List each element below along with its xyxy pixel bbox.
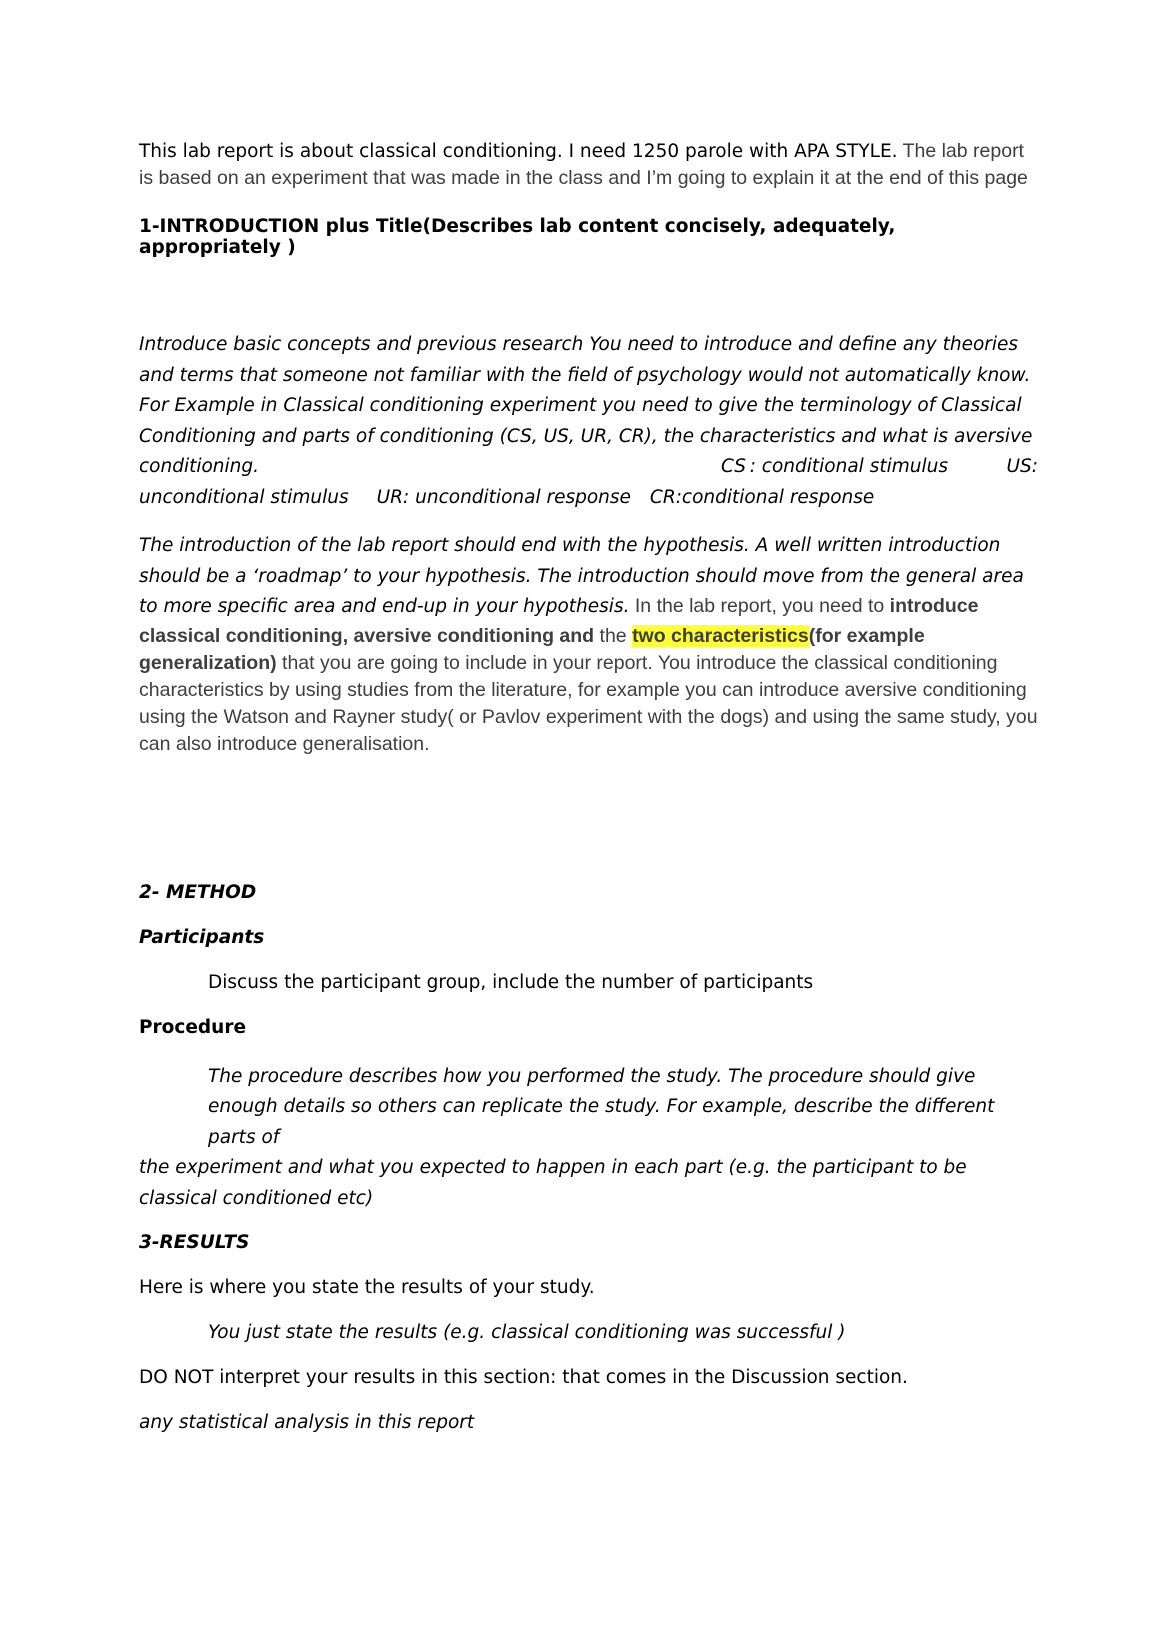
term-cr: CR:conditional response: [649, 486, 875, 508]
term-us-value: unconditional stimulus: [139, 486, 349, 508]
procedure-paragraph: [139, 1062, 1038, 1215]
participants-text: Discuss the participant group, include the number of participants: [208, 971, 814, 993]
results-heading: 3-RESULTS: [139, 1232, 250, 1253]
participants-heading: Participants: [139, 926, 265, 948]
intro-instruction-bold-b: (for example generalization): [139, 624, 925, 674]
intro-instruction-b: the: [594, 624, 633, 647]
results-line-4: any statistical analysis in this report: [139, 1412, 475, 1433]
procedure-line-1: The procedure describes how you performed the study. The procedure should give: [208, 1065, 976, 1087]
request-text-main: This lab report is about classical conditioning. I need 1250 parole with APA STYLE.: [139, 141, 898, 162]
intro-instruction-bold-a: introduce classical conditioning, aversive conditioning and: [139, 595, 979, 647]
term-us-label: US:: [1006, 456, 1038, 477]
introduction-paragraph-2: [139, 531, 1038, 758]
highlighted-two-characteristics: two characteristics: [632, 624, 809, 647]
introduction-concepts-text: Introduce basic concepts and previous research You need to introduce and define any theories and terms that someone not familiar with the field of psychology would not automatically know. For Example in Classical conditioning experiment you need to give the terminology of Classical Conditioning and parts of conditioning (CS, US, UR, CR), the characteristics and what is aversive conditioning.: [139, 334, 1033, 477]
results-line-3: DO NOT interpret your results in this section: that comes in the Discussion section.: [139, 1367, 908, 1388]
method-heading: 2- METHOD: [139, 881, 257, 903]
results-line-1: Here is where you state the results of your study.: [139, 1277, 595, 1298]
procedure-heading: Procedure: [139, 1016, 246, 1038]
intro-instruction-c: that you are going to include in your report. You introduce the classical conditioning characteristics by using studies from the literature, for example you can introduce aversive conditioning using the Watson and Rayner study( or Pavlov experiment with the dogs) and using the same study, you can also introduce generalisation.: [139, 651, 1038, 755]
hypothesis-guidance-text: The introduction of the lab report should end with the hypothesis. A well written introduction should be a ‘roadmap’ to your hypothesis. The introduction should move from the general area to more specific area and end-up in your hypothesis.: [139, 535, 1024, 617]
results-line-2: You just state the results (e.g. classical conditioning was successful ): [208, 1322, 846, 1343]
term-cs: CS : conditional stimulus: [721, 456, 948, 477]
procedure-line-rest: the experiment and what you expected to happen in each part (e.g. the participant to be classical conditioned etc): [139, 1157, 967, 1209]
intro-instruction-a: In the lab report, you need to: [629, 595, 890, 617]
introduction-heading: 1-INTRODUCTION plus Title(Describes lab content concisely, adequately, appropriately ): [139, 216, 896, 258]
terms-line-2: [139, 483, 1038, 514]
request-text-details: The lab report is based on an experiment that was made in the class and I’m going to explain it at the end of this page: [139, 140, 1028, 189]
terms-line-1: [139, 452, 1038, 483]
procedure-line-2: enough details so others can replicate the study. For example, describe the different parts of: [208, 1096, 995, 1148]
term-ur: UR: unconditional response: [376, 486, 631, 508]
assignment-request: [139, 138, 1038, 192]
